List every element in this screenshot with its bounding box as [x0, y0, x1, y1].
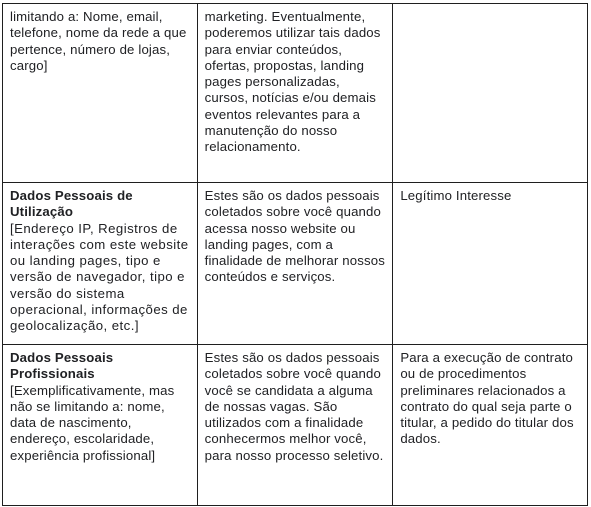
purpose-text: marketing. Eventualmente, poderemos utilizar tais dados para enviar conteúdos, ofertas, propostas, landing pages personalizadas, cursos, notícias e/ou demais eventos relevantes para a manutenção do nosso relacionamento. [204, 9, 381, 155]
purpose-cell [197, 183, 393, 345]
legal-basis-text: Para a execução de contrato ou de procedimentos preliminares relacionados a contrato do qual seja parte o titular, a pedido do titular dos dados. [400, 350, 574, 447]
purpose-cell [197, 345, 393, 506]
legal-basis-cell [393, 345, 588, 506]
table-row [3, 183, 588, 345]
purpose-text: Estes são os dados pessoais coletados sobre você quando acessa nosso website ou landing pages, com a finalidade de melhorar nossos conteúdos e serviços. [204, 188, 385, 285]
purpose-text: Estes são os dados pessoais coletados sobre você quando você se candidata a alguma de nossas vagas. São utilizados com a finalidade conhecermos melhor você, para nosso processo seletivo. [204, 350, 384, 463]
category-cell [3, 183, 198, 345]
legal-basis-cell [393, 183, 588, 345]
category-title: Dados Pessoais Profissionais [10, 350, 114, 382]
legal-basis-cell [393, 4, 588, 183]
table-row [3, 4, 588, 183]
category-cell [3, 4, 198, 183]
category-description: limitando a: Nome, email, telefone, nome da rede a que pertence, número de lojas, cargo] [10, 9, 187, 73]
category-description: [Endereço IP, Registros de interações com este website ou landing pages, tipo e versão de navegador, tipo e versão do sistema operacional, informações de geolocalização, etc.] [10, 220, 189, 334]
data-processing-table [2, 3, 588, 506]
category-title: Dados Pessoais de Utilização [10, 188, 133, 220]
category-description: [Exemplificativamente, mas não se limitando a: nome, data de nascimento, endereço, escolaridade, experiência profissional] [10, 382, 175, 463]
category-cell [3, 345, 198, 506]
table-row [3, 345, 588, 506]
legal-basis-text: Legítimo Interesse [400, 188, 512, 203]
purpose-cell [197, 4, 393, 183]
